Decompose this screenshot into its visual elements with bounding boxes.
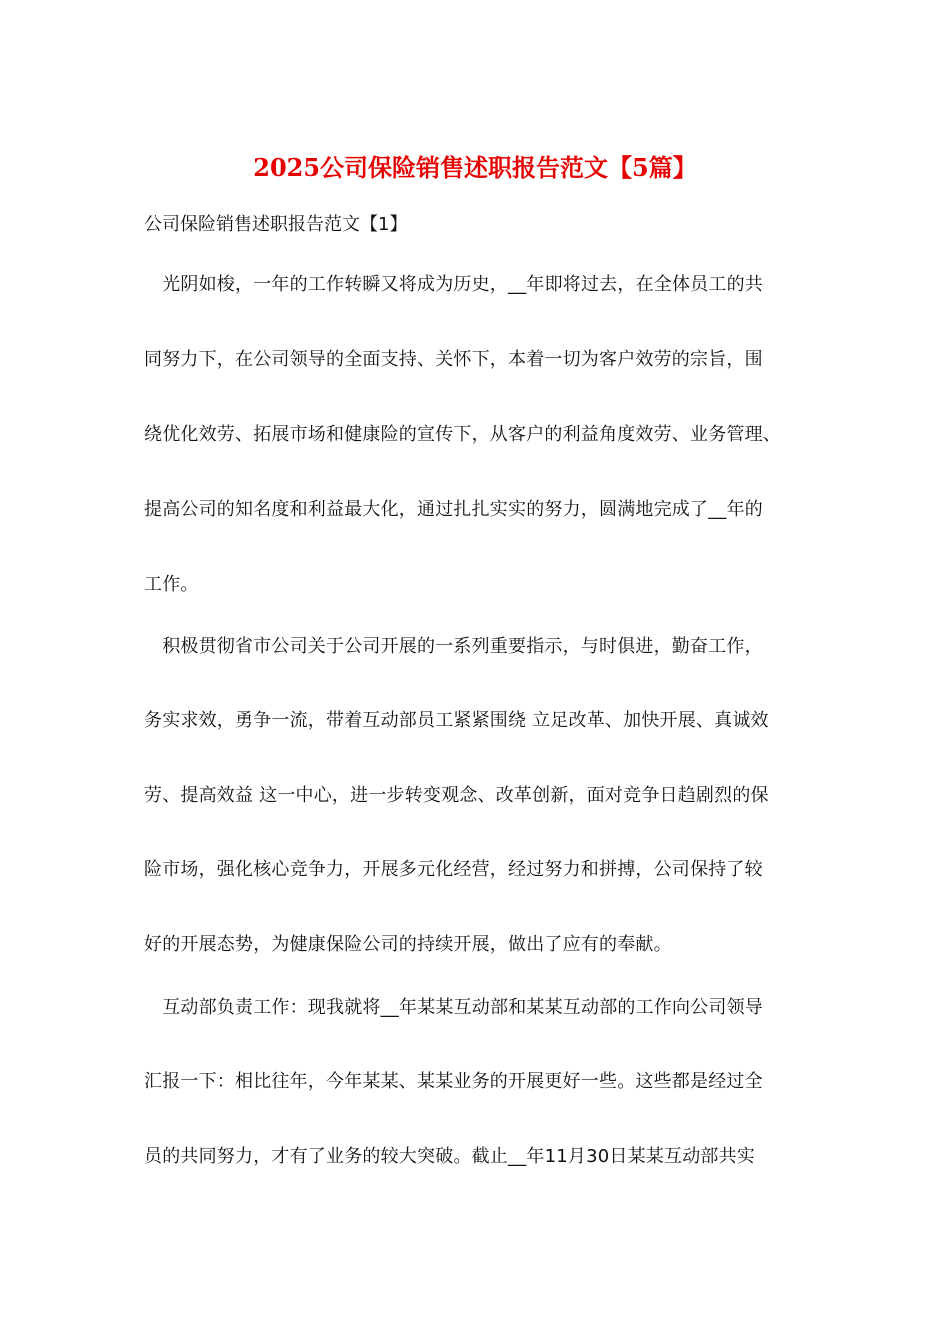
body-line: 工作。 — [144, 574, 199, 595]
body-line: 务实求效，勇争一流，带着互动部员工紧紧围绕 立足改革、加快开展、真诚效 — [144, 710, 769, 731]
body-line: 劳、提高效益 这一中心，进一步转变观念、改革创新，面对竞争日趋剧烈的保 — [144, 785, 769, 806]
body-line: 汇报一下：相比往年，今年某某、某某业务的开展更好一些。这些都是经过全 — [144, 1071, 763, 1092]
body-line: 险市场，强化核心竞争力，开展多元化经营，经过努力和拼搏，公司保持了较 — [144, 859, 763, 880]
body-line: 员的共同努力，才有了业务的较大突破。截止__年11月30日某某互动部共实 — [144, 1146, 756, 1167]
document-title: 2025公司保险销售述职报告范文【5篇】 — [253, 153, 697, 182]
section-heading: 公司保险销售述职报告范文【1】 — [144, 214, 408, 235]
body-line: 同努力下，在公司领导的全面支持、关怀下，本着一切为客户效劳的宗旨，围 — [144, 349, 763, 370]
body-line: 好的开展态势，为健康保险公司的持续开展，做出了应有的奉献。 — [144, 934, 672, 955]
body-line: 光阴如梭，一年的工作转瞬又将成为历史，__年即将过去，在全体员工的共 — [144, 274, 763, 295]
body-line: 绕优化效劳、拓展市场和健康险的宣传下，从客户的利益角度效劳、业务管理、 — [144, 424, 781, 445]
body-line: 积极贯彻省市公司关于公司开展的一系列重要指示，与时俱进，勤奋工作， — [144, 636, 763, 657]
body-line: 互动部负责工作：现我就将__年某某互动部和某某互动部的工作向公司领导 — [144, 997, 763, 1018]
body-line: 提高公司的知名度和利益最大化，通过扎扎实实的努力，圆满地完成了__年的 — [144, 499, 763, 520]
